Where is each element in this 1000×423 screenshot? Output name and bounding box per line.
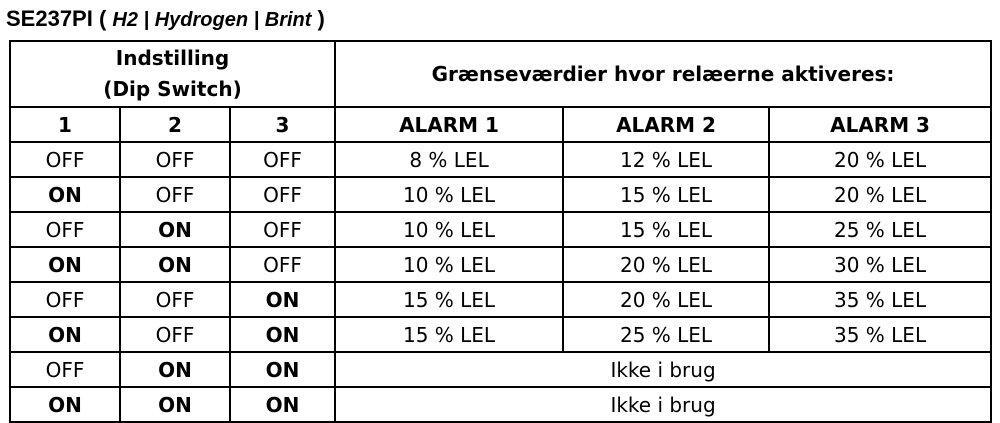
open-paren: ( <box>98 6 107 31</box>
switch-1-state: OFF <box>10 282 120 317</box>
switch-2-state: ON <box>120 352 230 387</box>
alarm-2-value: 25 % LEL <box>563 317 769 352</box>
alarm-2-value: 12 % LEL <box>563 142 769 177</box>
switch-1-state: ON <box>10 317 120 352</box>
switch-2-state: OFF <box>120 317 230 352</box>
switch-3-state: OFF <box>230 177 335 212</box>
col-header-alarm-2: ALARM 2 <box>563 107 769 142</box>
switch-3-state: ON <box>230 317 335 352</box>
alarm-3-value: 20 % LEL <box>769 177 991 212</box>
alarm-2-value: 15 % LEL <box>563 212 769 247</box>
alarm-3-value: 25 % LEL <box>769 212 991 247</box>
switch-1-state: OFF <box>10 212 120 247</box>
table-body <box>10 41 991 422</box>
alarm-1-value: 15 % LEL <box>335 317 563 352</box>
alarm-2-value: 20 % LEL <box>563 247 769 282</box>
table-row <box>10 282 991 317</box>
alarm-1-value: 15 % LEL <box>335 282 563 317</box>
switch-2-state: ON <box>120 387 230 422</box>
gas-subtitle: H2 | Hydrogen | Brint <box>112 9 312 31</box>
switch-3-state: OFF <box>230 247 335 282</box>
col-header-alarm-1: ALARM 1 <box>335 107 563 142</box>
header-row-groups <box>10 41 991 107</box>
switch-1-state: ON <box>10 177 120 212</box>
dip-switch-header-line1: Indstilling <box>115 46 230 70</box>
alarm-1-value: 8 % LEL <box>335 142 563 177</box>
table-row <box>10 387 991 422</box>
switch-2-state: OFF <box>120 177 230 212</box>
document-title <box>6 2 325 36</box>
switch-3-state: ON <box>230 352 335 387</box>
alarm-3-value: 35 % LEL <box>769 317 991 352</box>
alarm-1-value: 10 % LEL <box>335 177 563 212</box>
switch-3-state: ON <box>230 282 335 317</box>
table-row <box>10 177 991 212</box>
alarm-1-value: 10 % LEL <box>335 212 563 247</box>
switch-1-state: ON <box>10 247 120 282</box>
switch-2-state: OFF <box>120 142 230 177</box>
switch-2-state: ON <box>120 212 230 247</box>
col-header-alarm-3: ALARM 3 <box>769 107 991 142</box>
alarm-3-value: 35 % LEL <box>769 282 991 317</box>
model-number: SE237PI <box>6 6 93 31</box>
alarm-2-value: 15 % LEL <box>563 177 769 212</box>
alarm-3-value: 30 % LEL <box>769 247 991 282</box>
switch-3-state: OFF <box>230 142 335 177</box>
col-header-switch-3: 3 <box>230 107 335 142</box>
dip-switch-header-line2: (Dip Switch) <box>103 77 242 101</box>
col-header-switch-2: 2 <box>120 107 230 142</box>
alarm-1-value: 10 % LEL <box>335 247 563 282</box>
not-in-use-cell: Ikke i brug <box>335 352 991 387</box>
table-row <box>10 142 991 177</box>
table-row <box>10 212 991 247</box>
alarm-3-value: 20 % LEL <box>769 142 991 177</box>
switch-2-state: OFF <box>120 282 230 317</box>
thresholds-header: Grænseværdier hvor relæerne aktiveres: <box>335 41 991 107</box>
close-paren: ) <box>317 6 325 31</box>
table-row <box>10 247 991 282</box>
not-in-use-cell: Ikke i brug <box>335 387 991 422</box>
switch-1-state: OFF <box>10 352 120 387</box>
switch-3-state: ON <box>230 387 335 422</box>
switch-3-state: OFF <box>230 212 335 247</box>
table-row <box>10 352 991 387</box>
alarm-threshold-table <box>9 40 992 423</box>
switch-2-state: ON <box>120 247 230 282</box>
dip-switch-header <box>10 41 335 107</box>
table-row <box>10 317 991 352</box>
header-row-columns <box>10 107 991 142</box>
alarm-2-value: 20 % LEL <box>563 282 769 317</box>
col-header-switch-1: 1 <box>10 107 120 142</box>
switch-1-state: OFF <box>10 142 120 177</box>
switch-1-state: ON <box>10 387 120 422</box>
